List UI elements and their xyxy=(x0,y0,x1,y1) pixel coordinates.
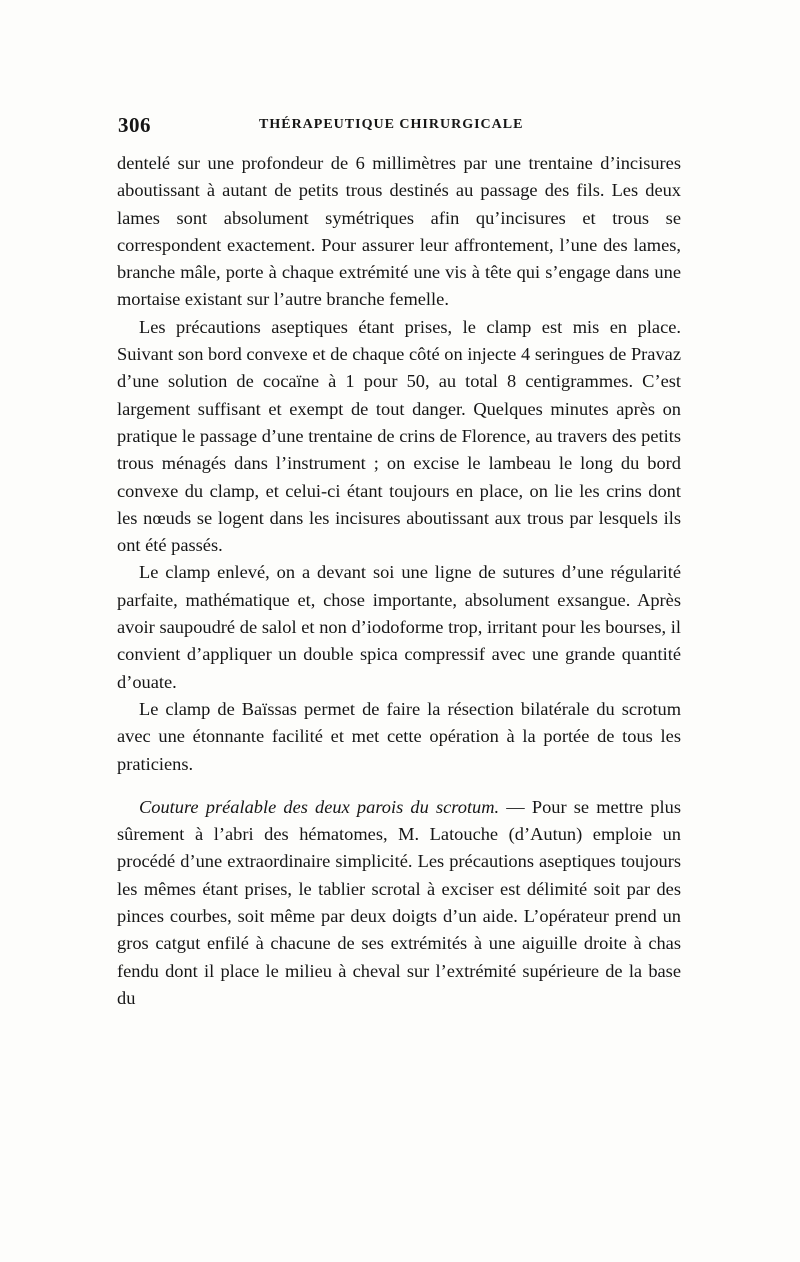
paragraph-continued: dentelé sur une profondeur de 6 millimètres par une trentaine d’incisures aboutissant à autant de petits trous destinés au passage des fils. Les deux lames sont absolument symétriques afin qu’incisures et trous se correspondent exactement. Pour assurer leur affrontement, l’une des lames, branche mâle, porte à chaque extrémité une vis à tête qui s’engage dans une mortaise existant sur l’autre branche femelle. xyxy=(117,153,681,310)
section-paragraph xyxy=(117,794,681,1012)
page-number: 306 xyxy=(118,113,151,137)
page-header xyxy=(118,113,680,143)
body-text xyxy=(117,150,681,1012)
section-title: Couture préalable des deux parois du scrotum. xyxy=(139,796,500,817)
paragraph-injection: Les précautions aseptiques étant prises, le clamp est mis en place. Suivant son bord convexe et de chaque côté on injecte 4 seringues de Pravaz d’une solution de cocaïne à 1 pour 50, au total 8 centigrammes. C’est largement suffisant et exempt de tout danger. Quelques minutes après on pratique le passage d’une trentaine de crins de Florence, au travers des petits trous ménagés dans l’instrument ; on excise le lambeau le long du bord convexe du clamp, et celui-ci étant toujours en place, on lie les crins dont les nœuds se logent dans les incisures aboutissant aux trous par lesquels ils ont été passés. xyxy=(117,316,681,556)
section-text: — Pour se mettre plus sûrement à l’abri des hématomes, M. Latouche (d’Autun) emploie un procédé d’une extraordinaire simplicité. Les précautions aseptiques toujours les mêmes étant prises, le tablier scrotal à exciser est délimité soit par des pinces courbes, soit même par deux doigts d’un aide. L’opérateur prend un gros catgut enfilé à chacune de ses extrémités à une aiguille droite à chas fendu dont il place le milieu à cheval sur l’extrémité supérieure de la base du xyxy=(117,796,681,1008)
running-head: THÉRAPEUTIQUE CHIRURGICALE xyxy=(259,117,524,132)
paragraph-sutures: Le clamp enlevé, on a devant soi une ligne de sutures d’une régularité parfaite, mathématique et, chose importante, absolument exsangue. Après avoir saupoudré de salol et non d’iodoforme trop, irritant pour les bourses, il convient d’appliquer un double spica compressif avec une grande quantité d’ouate. xyxy=(117,562,681,692)
paragraph-baissas-clamp: Le clamp de Baïssas permet de faire la résection bilatérale du scrotum avec une étonnante facilité et met cette opération à la portée de tous les praticiens. xyxy=(117,698,681,774)
